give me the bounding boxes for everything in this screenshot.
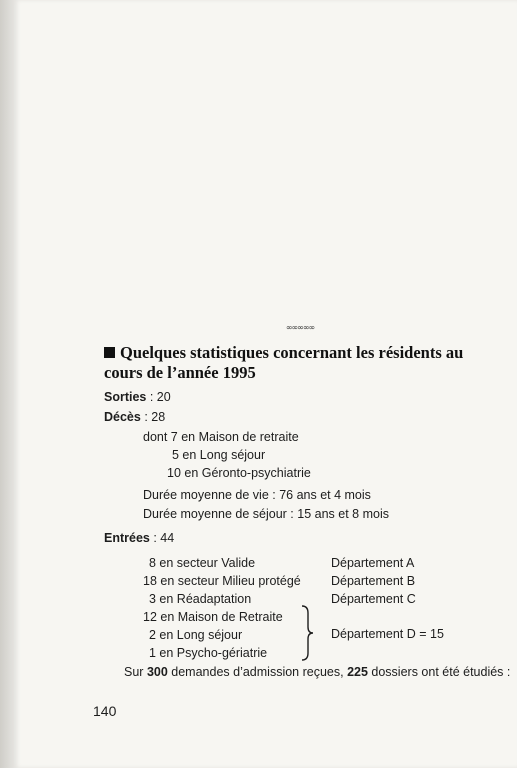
- summary-text: Sur: [124, 665, 147, 679]
- deces-geronto: 10 en Géronto-psychiatrie: [167, 466, 311, 480]
- department-label: Département D = 15: [331, 627, 444, 641]
- deces-dont: dont 7 en Maison de retraite: [143, 430, 299, 444]
- duree-sejour: Durée moyenne de séjour : 15 ans et 8 mois: [143, 507, 389, 521]
- deces-long-sejour: 5 en Long séjour: [172, 448, 266, 462]
- entree-row: 18 en secteur Milieu protégé: [143, 574, 301, 588]
- summary-text: dossiers ont été étudiés :: [367, 665, 511, 679]
- department-label: Département B: [331, 574, 416, 588]
- entree-row: 12 en Maison de Retraite: [143, 610, 283, 624]
- summary-text: demandes d’admission reçues,: [167, 665, 348, 679]
- entree-row: 8 en secteur Valide: [149, 556, 256, 570]
- summary-count: 225: [347, 665, 368, 679]
- entree-row: 2 en Long séjour: [149, 628, 243, 642]
- entrees-label: Entrées: [104, 531, 150, 545]
- sorties-value: : 20: [146, 390, 171, 404]
- department-label: Département C: [331, 592, 416, 606]
- admission-summary: [124, 665, 510, 680]
- entree-row: 3 en Réadaptation: [149, 592, 252, 606]
- sorties-label: Sorties: [104, 390, 147, 404]
- department-label: Département A: [331, 556, 415, 570]
- section-ornament: ∞∞∞∞∞: [285, 323, 315, 332]
- deces-label: Décès: [104, 410, 141, 424]
- deces-value: : 28: [140, 410, 166, 424]
- heading-text: Quelques statistiques concernant les résidents au cours de l’année 1995: [104, 343, 464, 382]
- page-edge: [0, 0, 14, 768]
- summary-count: 300: [146, 665, 168, 679]
- page-number: 140: [93, 703, 117, 719]
- section-heading: [104, 343, 494, 383]
- duree-vie: Durée moyenne de vie : 76 ans et 4 mois: [143, 488, 371, 502]
- entrees-value: : 44: [149, 531, 175, 545]
- sorties-line: [104, 390, 171, 405]
- entree-row: 1 en Psycho-gériatrie: [149, 646, 268, 660]
- square-bullet-icon: [104, 347, 115, 358]
- right-brace-icon: [300, 605, 314, 661]
- deces-line: [104, 410, 165, 425]
- entrees-line: [104, 531, 174, 546]
